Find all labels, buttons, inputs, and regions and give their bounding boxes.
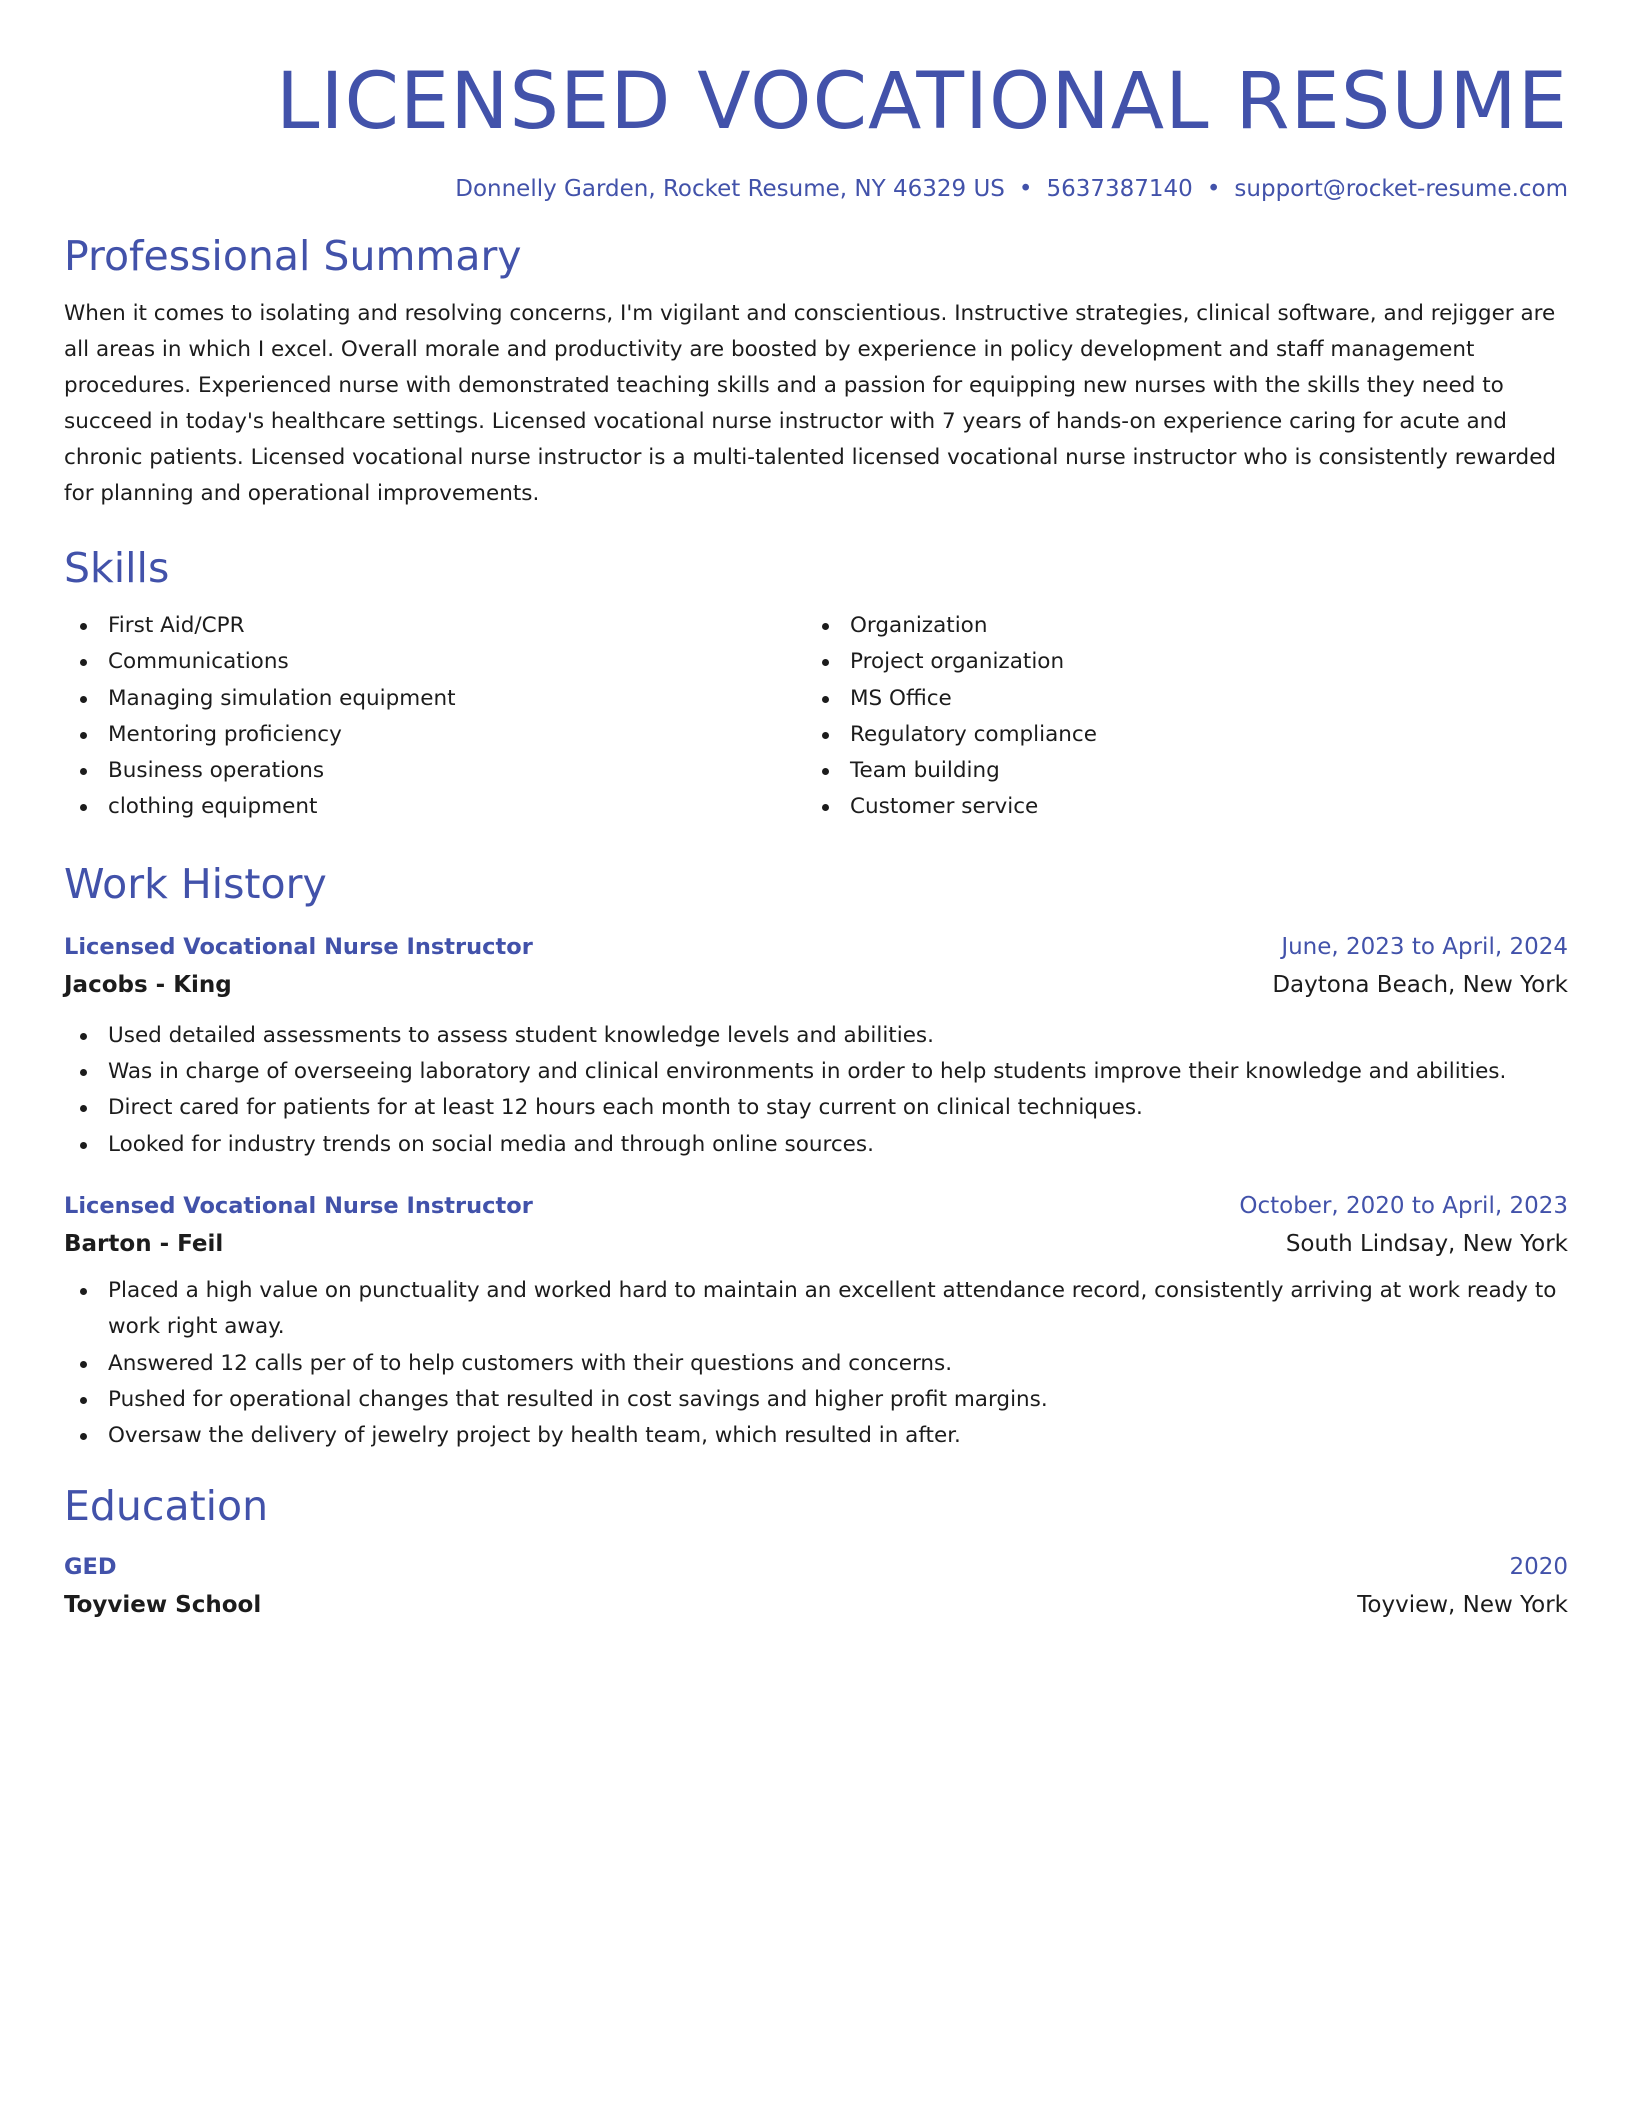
skills-column-left: [64, 608, 806, 826]
contact-separator: •: [1206, 176, 1221, 202]
job-dates: June, 2023 to April, 2024: [1281, 933, 1568, 960]
job-duty-item: Looked for industry trends on social media and through online sources.: [64, 1127, 1568, 1163]
skill-item: Managing simulation equipment: [64, 681, 806, 717]
contact-phone: 5637387140: [1046, 176, 1193, 202]
job-employer: Jacobs - King: [64, 971, 232, 998]
job-header-row: [64, 928, 1568, 966]
job-location: Daytona Beach, New York: [1272, 971, 1568, 998]
job-employer-row: [64, 1225, 1568, 1263]
resume-header: [64, 0, 1568, 206]
skill-item: First Aid/CPR: [64, 608, 806, 644]
resume-title: LICENSED VOCATIONAL RESUME: [275, 57, 1568, 147]
skill-item: Mentoring proficiency: [64, 717, 806, 753]
job-duty-item: Placed a high value on punctuality and worked hard to maintain an excellent attendance record, consistently arriving at work ready to work right away.: [64, 1273, 1568, 1346]
summary-heading: Professional Summary: [64, 232, 522, 280]
skills-heading: Skills: [64, 544, 170, 592]
job-title: Licensed Vocational Nurse Instructor: [64, 1192, 533, 1219]
skill-item: clothing equipment: [64, 789, 806, 825]
job-employer: Barton - Feil: [64, 1230, 224, 1257]
job-title: Licensed Vocational Nurse Instructor: [64, 933, 533, 960]
contact-separator: •: [1018, 176, 1033, 202]
job-header-row: [64, 1187, 1568, 1225]
skill-item: Customer service: [806, 789, 1548, 825]
job-dates: October, 2020 to April, 2023: [1239, 1192, 1568, 1219]
work-history-heading: Work History: [64, 859, 327, 908]
job-entry: [64, 928, 1568, 1163]
job-duty-item: Used detailed assessments to assess student knowledge levels and abilities.: [64, 1018, 1568, 1054]
skills-column-right: [806, 608, 1548, 826]
job-entry: [64, 1187, 1568, 1454]
resume-page: [64, 0, 1568, 1624]
job-duties: [64, 1018, 1568, 1163]
job-duty-item: Oversaw the delivery of jewelry project by health team, which resulted in after.: [64, 1418, 1568, 1454]
education-school: Toyview School: [64, 1592, 262, 1619]
job-location: South Lindsay, New York: [1285, 1230, 1568, 1257]
job-duty-item: Answered 12 calls per of to help customers with their questions and concerns.: [64, 1346, 1568, 1382]
contact-address: Donnelly Garden, Rocket Resume, NY 46329 US: [455, 176, 1005, 202]
education-entry: [64, 1548, 1568, 1624]
skill-item: Project organization: [806, 644, 1548, 680]
job-duty-item: Direct cared for patients for at least 12 hours each month to stay current on clinical techniques.: [64, 1090, 1568, 1126]
skills-list: [64, 608, 1568, 826]
education-school-row: [64, 1586, 1568, 1624]
contact-email[interactable]: support@rocket-resume.com: [1234, 176, 1568, 202]
skill-item: MS Office: [806, 681, 1548, 717]
summary-text: When it comes to isolating and resolving concerns, I'm vigilant and conscientious. Instructive strategies, clinical software, and rejigger are all areas in which I excel. Overall morale and productivity are boosted by experience in policy development and staff management procedures. Experienced nurse with demonstrated teaching skills and a passion for equipping new nurses with the skills they need to succeed in today's healthcare settings. Licensed vocational nurse instructor with 7 years of hands-on experience caring for acute and chronic patients. Licensed vocational nurse instructor is a multi-talented licensed vocational nurse instructor who is consistently rewarded for planning and operational improvements.: [64, 301, 1557, 506]
job-duty-item: Pushed for operational changes that resulted in cost savings and higher profit margins.: [64, 1382, 1568, 1418]
education-location: Toyview, New York: [1357, 1592, 1568, 1619]
education-header-row: [64, 1548, 1568, 1586]
contact-line: [64, 172, 1568, 206]
job-duty-item: Was in charge of overseeing laboratory and clinical environments in order to help students improve their knowledge and abilities.: [64, 1054, 1568, 1090]
job-employer-row: [64, 966, 1568, 1004]
job-duties: [64, 1273, 1568, 1454]
skill-item: Communications: [64, 644, 806, 680]
education-heading: Education: [64, 1482, 269, 1531]
education-degree: GED: [64, 1554, 117, 1581]
skill-item: Organization: [806, 608, 1548, 644]
skill-item: Regulatory compliance: [806, 717, 1548, 753]
education-year: 2020: [1509, 1554, 1568, 1581]
skill-item: Business operations: [64, 753, 806, 789]
skill-item: Team building: [806, 753, 1548, 789]
